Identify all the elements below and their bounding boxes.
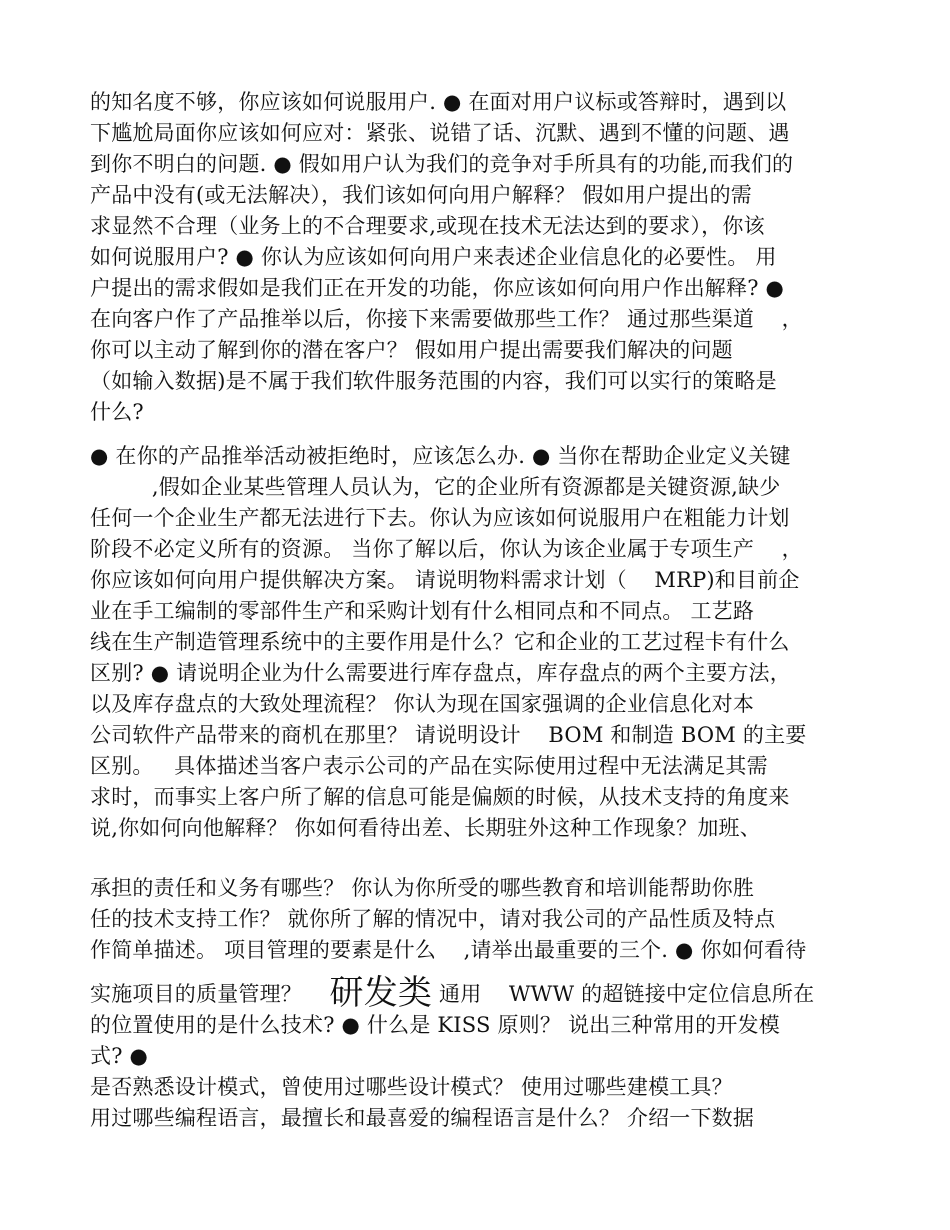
text-line: 线在生产制造管理系统中的主要作用是什么？它和企业的工艺过程卡有什么 — [90, 630, 790, 654]
text-line: 用过哪些编程语言，最擅长和最喜爱的编程语言是什么？ 介绍一下数据 — [90, 1106, 755, 1130]
text-line: 业在手工编制的零部件生产和采购计划有什么相同点和不同点。 工艺路 — [90, 599, 755, 623]
text-line: 阶段不必定义所有的资源。 当你了解以后，你认为该企业属于专项生产 ， — [90, 537, 803, 561]
text-run: 实施项目的质量管理？ — [90, 982, 330, 1006]
text-line: ,假如企业某些管理人员认为，它的企业所有资源都是关键资源,缺少 — [90, 475, 781, 499]
text-line: 下尴尬局面你应该如何应对：紧张、说错了话、沉默、遇到不懂的问题、遇 — [90, 121, 790, 145]
text-line: 任何一个企业生产都无法进行下去。你认为应该如何说服用户在粗能力计划 — [90, 506, 790, 530]
text-line: 求时，而事实上客户所了解的信息可能是偏颇的时候，从技术支持的角度来 — [90, 785, 790, 809]
text-line: 区别。 具体描述当客户表示公司的产品在实际使用过程中无法满足其需 — [90, 754, 768, 778]
text-line: ● 在你的产品推举活动被拒绝时，应该怎么办. ● 当你在帮助企业定义关键 — [90, 444, 791, 468]
text-line: 在向客户作了产品推举以后，你接下来需要做那些工作？ 通过那些渠道 ， — [90, 307, 803, 331]
text-run: 通用 WWW 的超链接中定位信息所在 — [432, 982, 815, 1006]
text-line: 户提出的需求假如是我们正在开发的功能，你应该如何向用户作出解释? ● — [90, 276, 785, 300]
section-heading: 研发类 — [329, 973, 433, 1013]
text-line: 区别? ● 请说明企业为什么需要进行库存盘点，库存盘点的两个主要方法， — [90, 661, 791, 685]
text-line: 是否熟悉设计模式，曾使用过哪些设计模式？ 使用过哪些建模工具？ — [90, 1075, 733, 1099]
text-line: 求显然不合理（业务上的不合理要求,或现在技术无法达到的要求），你该 — [90, 214, 765, 238]
text-line: 的知名度不够，你应该如何说服用户. ● 在面对用户议标或答辩时，遇到以 — [90, 90, 787, 114]
text-line: 作简单描述。 项目管理的要素是什么 ,请举出最重要的三个. ● 你如何看待 — [90, 938, 807, 962]
text-line: 你可以主动了解到你的潜在客户？ 假如用户提出需要我们解决的问题 — [90, 338, 733, 362]
text-line: 说,你如何向他解释？ 你如何看待出差、长期驻外这种工作现象？加班、 — [90, 816, 761, 840]
text-line: 如何说服用户? ● 你认为应该如何向用户来表述企业信息化的必要性。 用 — [90, 245, 777, 269]
text-line: 以及库存盘点的大致处理流程？ 你认为现在国家强调的企业信息化对本 — [90, 692, 755, 716]
text-line: （如输入数据)是不属于我们软件服务范围的内容，我们可以实行的策略是 — [90, 369, 777, 393]
text-line: 什么? — [90, 400, 144, 424]
text-line: 到你不明白的问题. ● 假如用户认为我们的竞争对手所具有的功能,而我们的 — [90, 152, 794, 176]
text-line: 产品中没有(或无法解决），我们该如何向用户解释？ 假如用户提出的需 — [90, 183, 752, 207]
text-line: 的位置使用的是什么技术? ● 什么是 KISS 原则？ 说出三种常用的开发模 — [90, 1013, 780, 1037]
text-line: 任的技术支持工作？ 就你所了解的情况中，请对我公司的产品性质及特点 — [90, 907, 776, 931]
text-line: 式? ● — [90, 1044, 149, 1068]
text-line: 承担的责任和义务有哪些？ 你认为你所受的哪些教育和培训能帮助你胜 — [90, 876, 755, 900]
text-line-with-heading — [90, 973, 815, 1013]
text-line: 你应该如何向用户提供解决方案。 请说明物料需求计划（ MRP)和目前企 — [90, 568, 800, 592]
text-line: 公司软件产品带来的商机在那里？ 请说明设计 BOM 和制造 BOM 的主要 — [90, 723, 807, 747]
